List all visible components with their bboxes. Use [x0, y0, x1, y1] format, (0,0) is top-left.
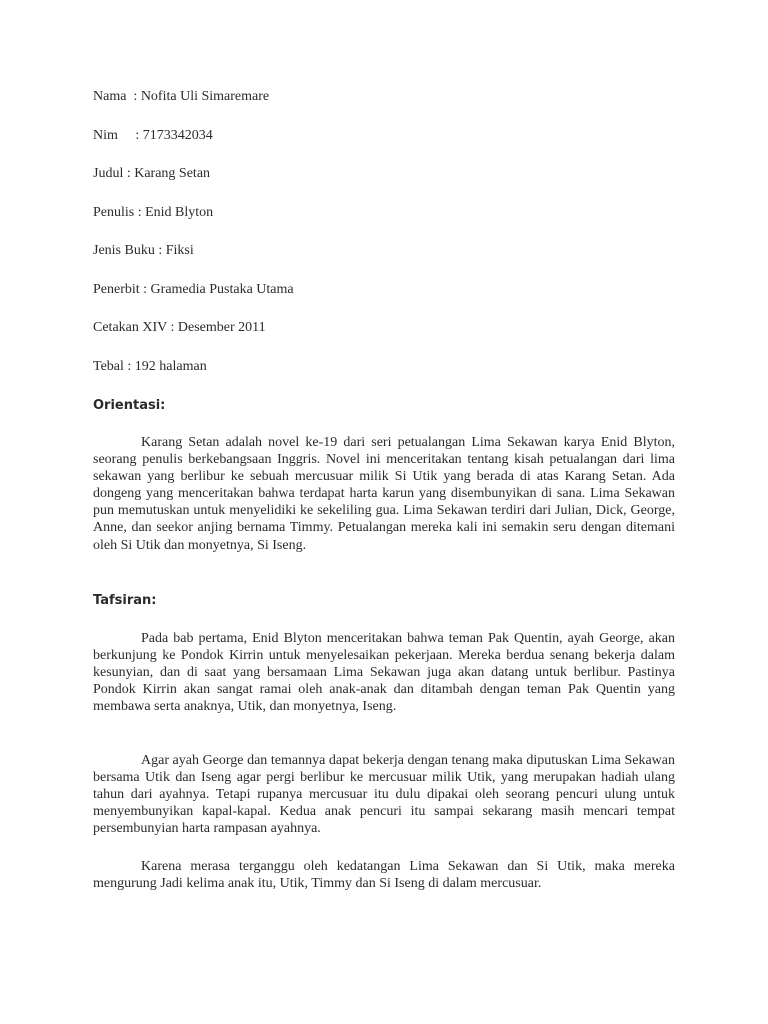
meta-judul: Judul : Karang Setan: [93, 166, 211, 181]
paragraph-tafsiran-2: Agar ayah George dan temannya dapat bekerja dengan tenang maka diputuskan Lima Sekawan bersama Utik dan Iseng agar pergi berlibur ke mercusuar milik Utik, yang merupakan hadiah ulang tahun dari ayahnya. Tetapi rupanya mercusuar itu dulu dipakai oleh seorang pencuri ulung untuk menyembunyikan kapal-kapal. Kedua anak pencuri itu sampai sekarang masih mencari tempat persembunyian harta rampasan ayahnya.: [93, 753, 675, 837]
meta-penerbit: Penerbit : Gramedia Pustaka Utama: [93, 282, 294, 297]
meta-cetakan: Cetakan XIV : Desember 2011: [93, 320, 266, 335]
meta-nim: Nim : 7173342034: [93, 128, 213, 143]
document-page: [93, 0, 675, 1024]
meta-penulis: Penulis : Enid Blyton: [93, 205, 214, 220]
heading-tafsiran: Tafsiran:: [93, 593, 157, 608]
heading-orientasi: Orientasi:: [93, 398, 166, 413]
meta-nama: Nama : Nofita Uli Simaremare: [93, 89, 270, 104]
paragraph-orientasi: Karang Setan adalah novel ke-19 dari seri petualangan Lima Sekawan karya Enid Blyton, seorang penulis berkebangsaan Inggris. Novel ini menceritakan tentang kisah petualangan dari lima sekawan yang berlibur ke sebuah mercusuar milik Si Utik yang berada di atas Karang Setan. Ada dongeng yang menceritakan bahwa terdapat harta karun yang disembunyikan di sana. Lima Sekawan pun memutuskan untuk menyelidiki ke sekeliling gua. Lima Sekawan terdiri dari Julian, Dick, George, Anne, dan seekor anjing bernama Timmy. Petualangan mereka kali ini semakin seru dengan ditemani oleh Si Utik dan monyetnya, Si Iseng.: [93, 435, 675, 553]
paragraph-tafsiran-3: Karena merasa terganggu oleh kedatangan Lima Sekawan dan Si Utik, maka mereka mengurung Jadi kelima anak itu, Utik, Timmy dan Si Iseng di dalam mercusuar.: [93, 859, 675, 892]
meta-tebal: Tebal : 192 halaman: [93, 359, 207, 374]
meta-jenis-buku: Jenis Buku : Fiksi: [93, 243, 194, 258]
paragraph-tafsiran-1: Pada bab pertama, Enid Blyton menceritakan bahwa teman Pak Quentin, ayah George, akan berkunjung ke Pondok Kirrin untuk menyelesaikan pekerjaan. Mereka berdua senang bekerja dalam kesunyian, dan di saat yang bersamaan Lima Sekawan juga akan datang untuk berlibur. Pastinya Pondok Kirrin akan sangat ramai oleh anak-anak dan ditambah dengan teman Pak Quentin yang membawa serta anaknya, Utik, dan monyetnya, Iseng.: [93, 631, 675, 715]
